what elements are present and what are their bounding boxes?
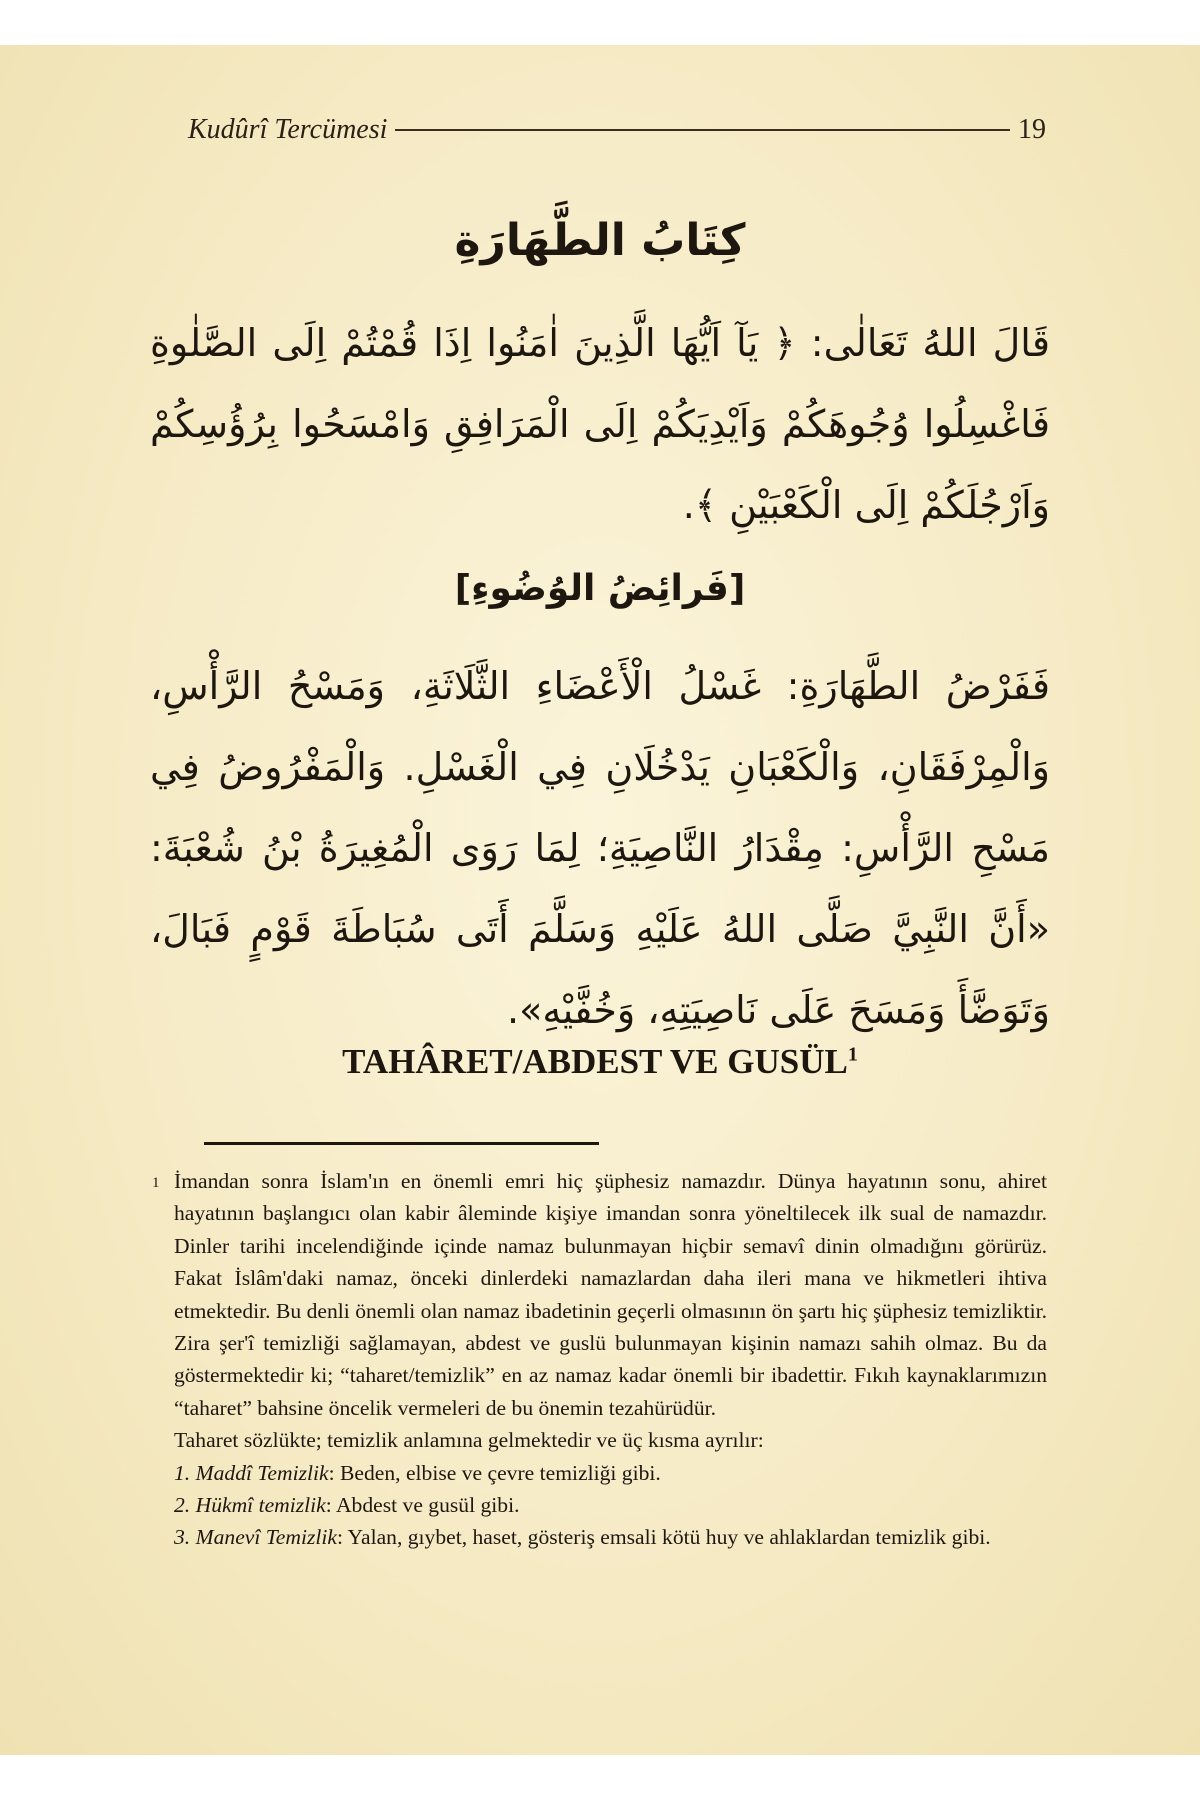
book-title: Kudûrî Tercümesi <box>188 114 388 145</box>
footnote-reference[interactable]: 1 <box>847 1043 858 1066</box>
header-rule <box>395 129 1010 131</box>
arabic-chapter-title: كِتَابُ الطَّهَارَةِ <box>454 215 746 266</box>
footnote-separator <box>204 1142 599 1145</box>
arabic-paragraph: فَفَرْضُ الطَّهَارَةِ: غَسْلُ الْأَعْضَاءِ الثَّلَاثَةِ، وَمَسْحُ الرَّأْسِ، وَالْمِرْفَقَانِ، وَالْكَعْبَانِ يَدْخُلَانِ فِي الْغَسْلِ. وَالْمَفْرُوضُ فِي مَسْحِ الرَّأْسِ: مِقْدَارُ النَّاصِيَةِ؛ لِمَا رَوَى الْمُغِيرَةُ بْنُ شُعْبَةَ: «أَنَّ النَّبِيَّ صَلَّى اللهُ عَلَيْهِ وَسَلَّمَ أَتَى سُبَاطَةَ قَوْمٍ فَبَالَ، وَتَوَضَّأَ وَمَسَحَ عَلَى نَاصِيَتِهِ، وَخُفَّيْهِ». <box>150 664 1050 1032</box>
list-item-desc: : Beden, elbise ve çevre temizliği gibi. <box>328 1460 661 1485</box>
list-item-term: Hükmî temizlik <box>195 1493 326 1518</box>
list-item <box>174 1521 1047 1553</box>
list-item-number: 2. <box>174 1493 191 1518</box>
list-item-number: 3. <box>174 1525 191 1550</box>
section-heading <box>150 1042 1050 1082</box>
footnote-marker: 1 <box>152 1175 160 1191</box>
page-number: 19 <box>1018 114 1046 145</box>
list-item-desc: : Yalan, gıybet, haset, gösteriş emsali kötü huy ve ahlaklardan temizlik gibi. <box>336 1525 991 1550</box>
running-header <box>188 108 1046 152</box>
list-item <box>174 1457 1047 1489</box>
list-item-term: Maddî Temizlik <box>195 1460 329 1485</box>
footnote-text: İmandan sonra İslam'ın en önemli emri hiç şüphesiz namazdır. Dünya hayatının sonu, ahiret hayatının başlangıcı olan kabir âleminde kişiye imandan sonra yöneltilecek ilk sual de namazdır. Dinler tarihi incelendiğinde içinde namaz bulunmayan hiçbir semavî dinin olmadığını görürüz. Fakat İslâm'daki namaz, önceki dinlerdeki namazlardan daha ileri mana ve hikmetleri ihtiva etmektedir. Bu denli önemli olan namaz ibadetinin geçerli olmasının ön şartı hiç şüphesiz temizliktir. Zira şer'î temizliği sağlamayan, abdest ve guslü bulunmayan kişinin namazı sahih olmaz. Bu da göstermektedir ki; “taharet/temizlik” en az namaz kadar önemli bir ibadettir. Fıkıh kaynaklarımızın “taharet” bahsine öncelik vermeleri de bu önemin tezahürüdür. <box>174 1169 1047 1420</box>
arabic-verse: قَالَ اللهُ تَعَالٰى: ﴿ يَآ اَيُّهَا الَّذِينَ اٰمَنُوا اِذَا قُمْتُمْ اِلَى الصَّلٰوةِ فَاغْسِلُوا وُجُوهَكُمْ وَاَيْدِيَكُمْ اِلَى الْمَرَافِقِ وَامْسَحُوا بِرُؤُسِكُمْ وَاَرْجُلَكُمْ اِلَى الْكَعْبَيْنِ ﴾. <box>150 321 1050 527</box>
footnote <box>152 1165 1047 1554</box>
list-item-term: Manevî Temizlik <box>195 1525 337 1550</box>
list-item-desc: : Abdest ve gusül gibi. <box>325 1493 520 1518</box>
section-heading-text: TAHÂRET/ABDEST VE GUSÜL <box>342 1042 848 1081</box>
list-item <box>174 1489 1047 1521</box>
list-item-number: 1. <box>174 1460 191 1485</box>
footnote-intro: Taharet sözlükte; temizlik anlamına gelmektedir ve üç kısma ayrılır: <box>174 1428 764 1453</box>
arabic-subheading: [فَرائِضُ الوُضُوءِ] <box>454 568 746 609</box>
